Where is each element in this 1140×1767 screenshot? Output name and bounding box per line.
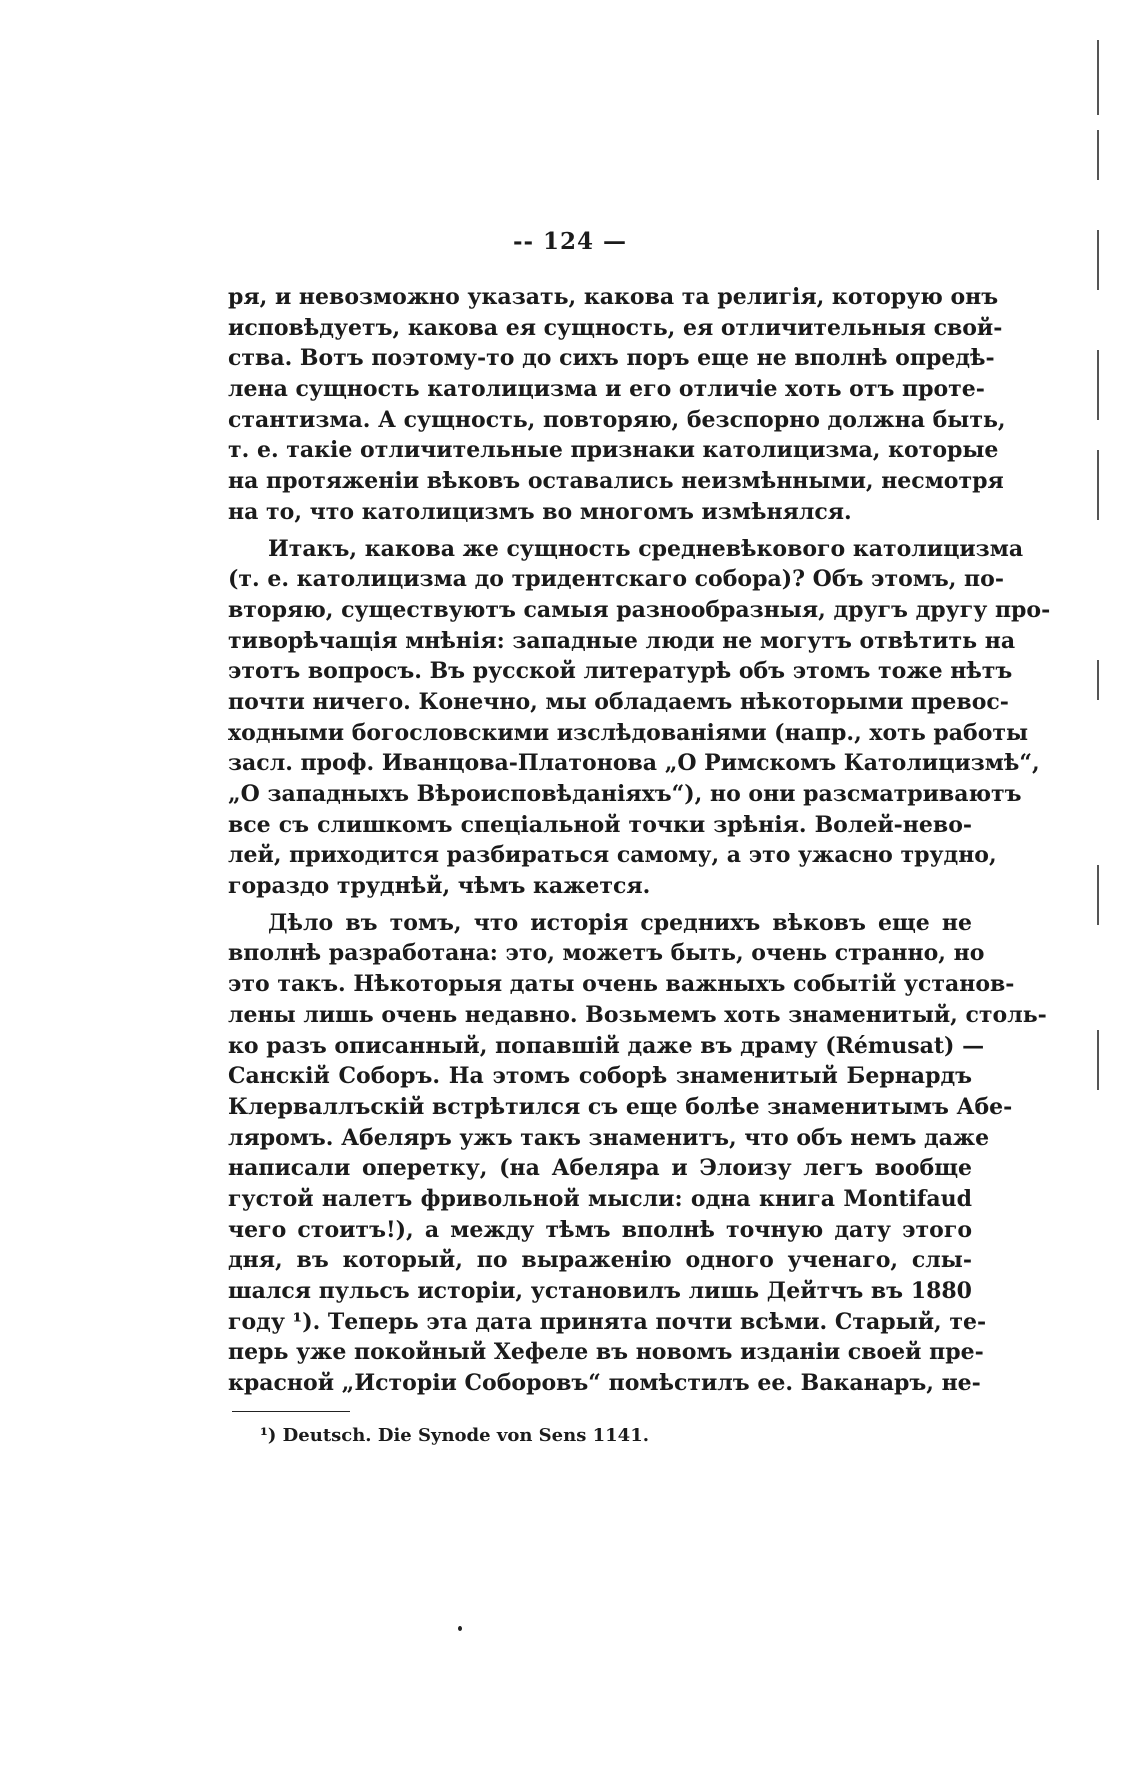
- text-line: лена сущность католицизма и его отличіе хоть отъ проте-: [228, 376, 985, 403]
- text-line: написали оперетку, (на Абеляра и Элоизу легъ вообще: [228, 1155, 972, 1182]
- text-line: исповѣдуетъ, какова ея сущность, ея отличительныя свой-: [228, 314, 1003, 341]
- text-line: ходными богословскими изслѣдованіями (напр., хоть работы: [228, 719, 1029, 746]
- text-line: „О западныхъ Вѣроисповѣданіяхъ“), но они разсматриваютъ: [228, 781, 1022, 807]
- text-line: красной „Исторіи Соборовъ“ помѣстилъ ее. Ваканаръ, не-: [228, 1370, 981, 1397]
- text-line: Итакъ, какова же сущность средневѣкового католицизма: [268, 535, 1024, 562]
- text-line: гораздо труднѣй, чѣмъ кажется.: [228, 873, 651, 900]
- text-line: на то, что католицизмъ во многомъ измѣнялся.: [228, 498, 852, 525]
- edge-mark: [1097, 130, 1099, 180]
- text-line: вполнѣ разработана: это, можетъ быть, очень странно, но: [228, 940, 985, 967]
- print-speck: [458, 1626, 462, 1631]
- edge-mark: [1097, 40, 1099, 115]
- text-line: это такъ. Нѣкоторыя даты очень важныхъ событій установ-: [228, 971, 1015, 998]
- text-line: засл. проф. Иванцова-Платонова „О Римскомъ Католицизмѣ“,: [228, 750, 1040, 777]
- text-line: ко разъ описанный, попавшій даже въ драму (Rémusat) —: [228, 1032, 985, 1059]
- text-line: ря, и невозможно указать, какова та религія, которую онъ: [228, 284, 999, 310]
- text-line: этотъ вопросъ. Въ русской литературѣ объ этомъ тоже нѣтъ: [228, 658, 1013, 685]
- text-line: Дѣло въ томъ, что исторія среднихъ вѣковъ еще не: [268, 909, 972, 936]
- text-line: ляромъ. Абеляръ ужъ такъ знаменитъ, что объ немъ даже: [228, 1124, 990, 1151]
- footnote-divider: [232, 1411, 350, 1412]
- text-line: т. е. такіе отличительные признаки католицизма, которые: [228, 437, 999, 464]
- text-line: Клерваллъскій встрѣтился съ еще болѣе знаменитымъ Абе-: [228, 1093, 1013, 1120]
- text-line: перь уже покойный Хефеле въ новомъ изданіи своей пре-: [228, 1339, 984, 1366]
- edge-mark: [1097, 350, 1099, 420]
- footnote: ¹) Deutsch. Die Synode von Sens 1141.: [260, 1425, 649, 1446]
- page-number: -- 124 —: [512, 228, 628, 255]
- text-line: Санскій Соборъ. На этомъ соборѣ знаменитый Бернардъ: [228, 1063, 972, 1090]
- text-line: густой налетъ фривольной мысли: одна книга Montifaud: [228, 1185, 972, 1212]
- text-line: на протяженіи вѣковъ оставались неизмѣнными, несмотря: [228, 468, 1004, 495]
- edge-mark: [1097, 450, 1099, 520]
- text-line: лей, приходится разбираться самому, а это ужасно трудно,: [228, 842, 997, 869]
- text-line: стантизма. А сущность, повторяю, безспорно должна быть,: [228, 406, 1006, 433]
- text-line: дня, въ который, по выраженію одного ученаго, слы-: [228, 1247, 972, 1274]
- text-line: вторяю, существуютъ самыя разнообразныя, другъ другу про-: [228, 596, 1051, 623]
- text-line: (т. е. католицизма до тридентскаго собора)? Объ этомъ, по-: [228, 566, 1004, 593]
- text-line: году ¹). Теперь эта дата принята почти всѣми. Старый, те-: [228, 1308, 987, 1335]
- edge-mark: [1097, 865, 1099, 925]
- body-text: [228, 282, 1051, 1399]
- text-line: лены лишь очень недавно. Возьмемъ хоть знаменитый, столь-: [228, 1001, 1047, 1028]
- edge-mark: [1097, 660, 1099, 700]
- text-line: ства. Вотъ поэтому-то до сихъ поръ еще не вполнѣ опредѣ-: [228, 345, 995, 372]
- text-line: почти ничего. Конечно, мы обладаемъ нѣкоторыми превос-: [228, 688, 1009, 715]
- text-line: тиворѣчащія мнѣнія: западные люди не могутъ отвѣтить на: [228, 627, 1016, 654]
- edge-mark: [1097, 1030, 1099, 1090]
- text-line: шался пульсъ исторіи, установилъ лишь Дейтчъ въ 1880: [228, 1278, 972, 1304]
- text-line: все съ слишкомъ спеціальной точки зрѣнія. Волей-нево-: [228, 811, 972, 838]
- text-line: чего стоитъ!), а между тѣмъ вполнѣ точную дату этого: [228, 1216, 972, 1243]
